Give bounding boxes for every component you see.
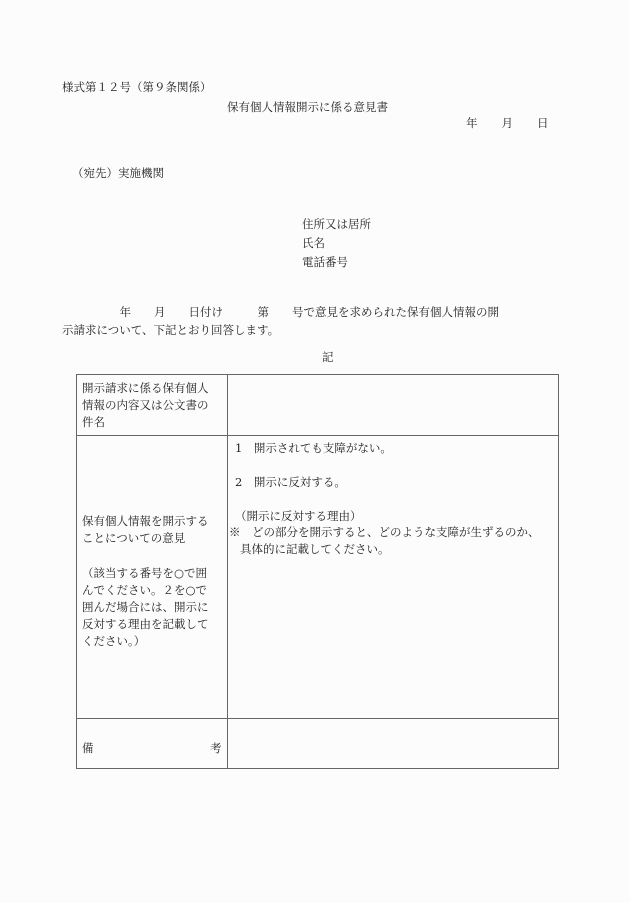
reason-field[interactable] — [228, 560, 559, 718]
remarks-label-left: 備 — [82, 741, 94, 755]
option-1[interactable]: 1 開示されても支障がない。 — [235, 441, 392, 455]
phone-label: 電話番号 — [302, 255, 348, 269]
note-line-2: 具体的に記載してください。 — [240, 542, 390, 556]
row2-instruction: （該当する番号を○で囲 んでください。２を○で 囲んだ場合には、開示に 反対する理由を記載して ください。） — [82, 566, 209, 648]
body-text-line2: 示請求について、下記とおり回答します。 — [62, 323, 280, 337]
option-2[interactable]: 2 開示に反対する。 — [235, 475, 346, 489]
row-divider-1 — [77, 435, 558, 436]
ki-heading: 記 — [322, 350, 334, 364]
address-label: 住所又は居所 — [302, 217, 371, 231]
date-day: 日 — [537, 116, 549, 130]
row2-label: 保有個人情報を開示する ことについての意見 — [82, 514, 209, 545]
name-label: 氏名 — [302, 236, 325, 250]
date-year: 年 — [466, 116, 478, 130]
document-title: 保有個人情報開示に係る意見書 — [227, 100, 388, 114]
form-number: 様式第１２号（第９条関係） — [62, 80, 212, 94]
row1-value-field[interactable] — [228, 375, 559, 435]
body-text-line1: 年 月 日付け 第 号で意見を求められた保有個人情報の開 — [62, 305, 499, 319]
addressee: （宛先）実施機関 — [72, 166, 164, 180]
opinion-table — [76, 374, 559, 769]
reason-label: （開示に反対する理由） — [235, 509, 362, 523]
sender-block — [302, 219, 371, 276]
date-line — [466, 118, 549, 130]
date-month: 月 — [501, 116, 513, 130]
remarks-field[interactable] — [228, 719, 559, 768]
note-line-1: ※ どの部分を開示すると、どのような支障が生ずるのか、 — [229, 525, 540, 539]
remarks-label-right: 考 — [210, 741, 222, 755]
row1-label: 開示請求に係る保有個人 情報の内容又は公文書の 件名 — [82, 381, 209, 429]
